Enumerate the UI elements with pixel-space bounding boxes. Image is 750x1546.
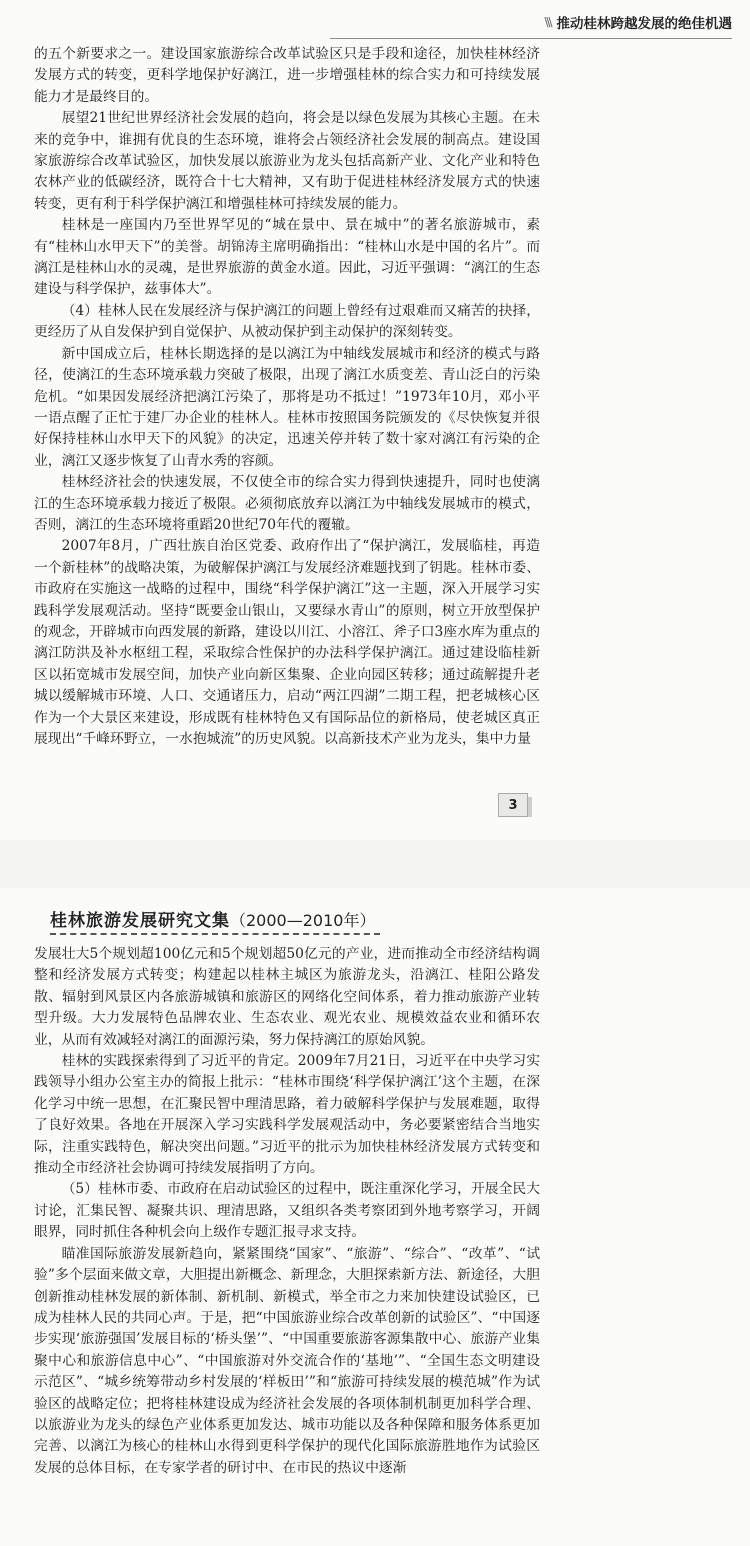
body-text <box>34 44 540 750</box>
paragraph: （5）桂林市委、市政府在启动试验区的过程中，既注重深化学习，开展全民大讨论，汇集民智、凝聚共识、理清思路，又组织各类考察团到外地考察学习，开阔眼界，同时抓住各种机会向上级作专题汇报寻求支持。 <box>34 1181 540 1241</box>
paragraph: 桂林的实践探索得到了习近平的肯定。2009年7月21日，习近平在中央学习实践领导小组办公室主办的简报上批示：“桂林市围绕‘科学保护漓江’这个主题，在深化学习中统一思想，在汇聚民智中理清思路，着力破解科学保护与发展难题，取得了良好效果。各地在开展深入学习实践科学发展观活动中，务必要紧密结合当地实际，注重实践特色，解决突出问题。”习近平的批示为加快桂林经济发展方式转变和推动全市经济社会协调可持续发展指明了方向。 <box>34 1053 540 1177</box>
paragraph: 桂林是一座国内乃至世界罕见的“城在景中、景在城中”的著名旅游城市，素有“桂林山水甲天下”的美誉。胡锦涛主席明确指出：“桂林山水是中国的名片”。而漓江是桂林山水的灵魂，是世界旅游的黄金水道。因此，习近平强调：“漓江的生态建设与科学保护，兹事体大”。 <box>34 217 540 298</box>
book-title <box>50 906 375 931</box>
paragraph: （4）桂林人民在发展经济与保护漓江的问题上曾经有过艰难而又痛苦的抉择，更经历了从自发保护到自觉保护、从被动保护到主动保护的深刻转变。 <box>34 302 540 341</box>
paragraph: 的五个新要求之一。建设国家旅游综合改革试验区只是手段和途径，加快桂林经济发展方式的转变，更科学地保护好漓江，进一步增强桂林的综合实力和可持续发展能力才是最终目的。 <box>34 46 540 105</box>
running-header <box>544 10 732 34</box>
paragraph: 2007年8月，广西壮族自治区党委、政府作出了“保护漓江，发展临桂，再造一个新桂林”的战略决策，为破解保护漓江与发展经济难题找到了钥匙。桂林市委、市政府在实施这一战略的过程中，围绕“科学保护漓江”这一主题，深入开展学习实践科学发展观活动。坚持“既要金山银山，又要绿水青山”的原则，树立开放型保护的观念，开辟城市向西发展的新路，建设以川江、小溶江、斧子口3座水库为重点的漓江防洪及补水枢纽工程，采取综合性保护的办法科学保护漓江。通过建设临桂新区以拓宽城市发展空间，加快产业向新区集聚、企业向园区转移；通过疏解提升老城以缓解城市环境、人口、交通诸压力，启动“两江四湖”二期工程，把老城核心区作为一个大景区来建设，形成既有桂林特色又有国际品位的新格局，使老城区真正展现出“千峰环野立，一水抱城流”的历史风貌。以高新技术产业为龙头，集中力量 <box>34 538 540 747</box>
title-underline <box>50 933 380 935</box>
paragraph: 瞄准国际旅游发展新趋向，紧紧围绕“国家”、“旅游”、“综合”、“改革”、“试验”多个层面来做文章，大胆提出新概念、新理念，大胆探索新方法、新途径，大胆创新推动桂林发展的新体制、新机制、新模式，举全市之力来加快建设试验区，已成为桂林人民的共同心声。于是，把“中国旅游业综合改革创新的试验区”、“中国逐步实现‘旅游强国’发展目标的‘桥头堡’”、“中国重要旅游客源集散中心、旅游产业集聚中心和旅游信息中心”、“中国旅游对外交流合作的‘基地’”、“全国生态文明建设示范区”、“城乡统筹带动乡村发展的‘样板田’”和“旅游可持续发展的模范城”作为试验区的战略定位；把将桂林建设成为经济社会发展的各项体制机制更加科学合理、以旅游业为龙头的绿色产业体系更加发达、城市功能以及各种保障和服务体系更加完善、以漓江为核心的桂林山水得到更科学保护的现代化国际旅游胜地作为试验区发展的总体目标，在专家学者的研讨中、在市民的热议中逐渐 <box>34 1245 540 1476</box>
book-title-text: 桂林旅游发展研究文集 <box>50 911 230 931</box>
page-4 <box>0 888 750 1546</box>
header-slash-ornament: \\\ <box>544 15 551 29</box>
book-title-years: （2000—2010年） <box>230 911 376 930</box>
paragraph: 展望21世纪世界经济社会发展的趋向，将会是以绿色发展为其核心主题。在未来的竞争中，谁拥有优良的生态环境，谁将会占领经济社会发展的制高点。建设国家旅游综合改革试验区，加快发展以旅游业为龙头包括高新产业、文化产业和特色农林产业的低碳经济，既符合十七大精神，又有助于促进桂林经济发展方式的快速转变，更有利于科学保护漓江和增强桂林可持续发展的能力。 <box>34 110 540 212</box>
header-rule <box>330 38 732 39</box>
paragraph: 桂林经济社会的快速发展，不仅使全市的综合实力得到快速提升，同时也使漓江的生态环境承载力接近了极限。必须彻底放弃以漓江为中轴线发展城市的模式，否则，漓江的生态环境将重蹈20世纪70年代的覆辙。 <box>34 474 540 533</box>
body-text <box>34 944 540 1479</box>
paragraph: 新中国成立后，桂林长期选择的是以漓江为中轴线发展城市和经济的模式与路径，使漓江的生态环境承载力突破了极限，出现了漓江水质变差、青山泛白的污染危机。“如果因发展经济把漓江污染了，那将是功不抵过！”1973年10月，邓小平一语点醒了正忙于建厂办企业的桂林人。桂林市按照国务院颁发的《尽快恢复并很好保持桂林山水甲天下的风貌》的决定，迅速关停并转了数十家对漓江有污染的企业，漓江又逐步恢复了山青水秀的容颜。 <box>34 345 540 469</box>
running-header-title: 推动桂林跨越发展的绝佳机遇 <box>556 16 732 32</box>
paragraph: 发展壮大5个规划超100亿元和5个规划超50亿元的产业，进而推动全市经济结构调整和经济发展方式转变；构建起以桂林主城区为旅游龙头，沿漓江、桂阳公路发散、辐射到风景区内各旅游城镇和旅游区的网络化空间体系，着力推动旅游产业转型升级。大力发展特色品牌农业、生态农业、观光农业、规模效益农业和循环农业，从而有效减轻对漓江的面源污染，努力保持漓江的原始风貌。 <box>34 946 540 1048</box>
page-number: 3 <box>498 793 528 817</box>
